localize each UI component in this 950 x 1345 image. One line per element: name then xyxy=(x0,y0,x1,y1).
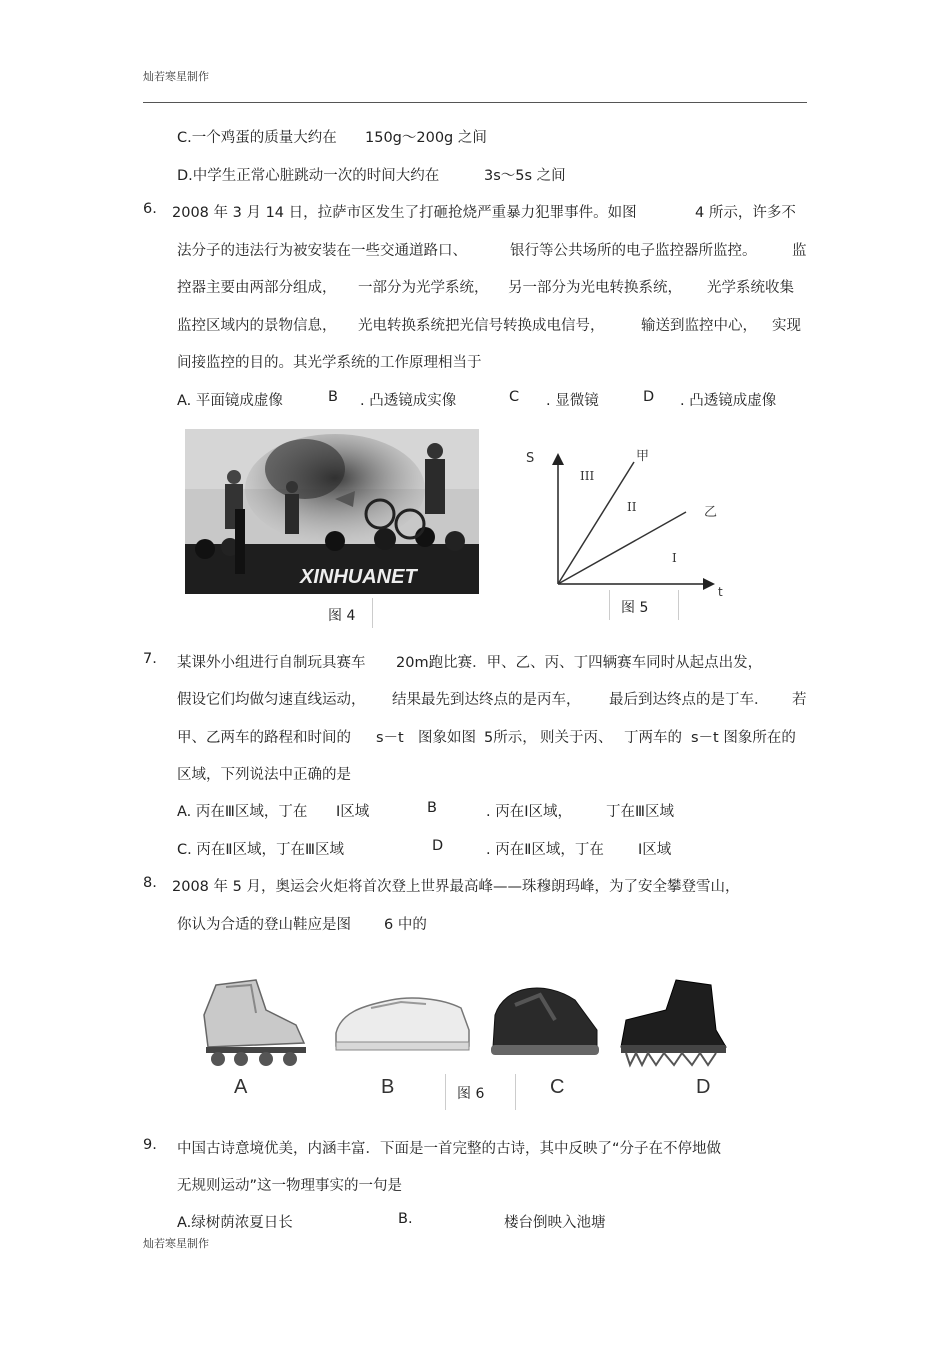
q7-line2b: 结果最先到达终点的是丙车， xyxy=(392,692,581,708)
q9-option-a: A.绿树荫浓夏日长 xyxy=(177,1215,293,1231)
figure-6-shoe-a-inline-skate xyxy=(196,975,314,1070)
q7-line3a: 甲、乙两车的路程和时间的 xyxy=(177,730,351,746)
q9-option-b: 楼台倒映入池塘 xyxy=(504,1215,606,1231)
q6-line5: 间接监控的目的。其光学系统的工作原理相当于 xyxy=(177,355,482,371)
figure-4-caption: 图 4 xyxy=(328,608,356,624)
q5-option-c: C.一个鸡蛋的质量大约在 xyxy=(177,130,337,146)
q7-option-d: . 丙在Ⅱ区域，丁在 xyxy=(486,842,604,858)
q7-number: 7. xyxy=(143,651,157,667)
q6-line3b: 一部分为光学系统， xyxy=(358,280,489,296)
q6-line3c: 另一部分为光电转换系统， xyxy=(508,280,682,296)
figure-4-photo xyxy=(185,429,479,594)
q8-number: 8. xyxy=(143,875,157,891)
q9-number: 9. xyxy=(143,1137,157,1153)
figure-5-caption: 图 5 xyxy=(621,600,649,616)
q6-option-d: . 凸透镜成虚像 xyxy=(680,393,777,409)
figure-5-caption-divider-right xyxy=(678,590,679,620)
q6-line2b: 银行等公共场所的电子监控器所监控。 xyxy=(510,243,757,259)
q6-number: 6. xyxy=(143,201,157,217)
page-footer: 灿若寒星制作 xyxy=(143,1237,209,1250)
q6-line3a: 控器主要由两部分组成， xyxy=(177,280,337,296)
q6-option-b-letter: B xyxy=(328,389,338,405)
q7-line2d: 若 xyxy=(792,692,807,708)
q6-line4b: 光电转换系统把光信号转换成电信号， xyxy=(358,318,605,334)
figure-6-label-a: A xyxy=(234,1076,248,1098)
q6-option-d-letter: D xyxy=(643,389,655,405)
q7-line3g: s－t 图象所在的 xyxy=(691,730,796,746)
q7-option-b-end: 丁在Ⅲ区域 xyxy=(606,804,674,820)
figure-6-label-c: C xyxy=(550,1076,565,1098)
q7-line2c: 最后到达终点的是丁车． xyxy=(609,692,769,708)
q7-option-a-end: Ⅰ区域 xyxy=(336,804,370,820)
page-header: 灿若寒星制作 xyxy=(143,70,209,83)
figure-5-line-jia xyxy=(558,462,634,584)
q6-option-b: . 凸透镜成实像 xyxy=(360,393,457,409)
q7-option-d-letter: D xyxy=(432,838,444,854)
q6-option-c: . 显微镜 xyxy=(546,393,599,409)
q7-line3b: s－t xyxy=(376,730,404,746)
figure-6-label-d: D xyxy=(696,1076,711,1098)
q7-line3f: 丁两车的 xyxy=(624,730,682,746)
header-rule xyxy=(143,102,807,103)
q9-line2: 无规则运动”这一物理事实的一句是 xyxy=(177,1178,403,1194)
q7-option-b-letter: B xyxy=(427,800,437,816)
q6-line2c: 监 xyxy=(792,243,807,259)
figure-5-label-yi: 乙 xyxy=(704,505,718,520)
q6-option-a: A. 平面镜成虚像 xyxy=(177,393,283,409)
figure-5-caption-divider-left xyxy=(609,590,610,620)
q6-line1b: 4 所示，许多不 xyxy=(695,205,796,221)
figure-5-graph xyxy=(518,440,728,600)
q5-option-d-value: 3s～5s 之间 xyxy=(484,168,566,184)
figure-5-region-2: II xyxy=(627,500,637,514)
q5-option-c-value: 150g～200g 之间 xyxy=(365,130,487,146)
q7-option-a: A. 丙在Ⅲ区域，丁在 xyxy=(177,804,308,820)
q6-line4d: 实现 xyxy=(772,318,801,334)
figure-6-caption: 图 6 xyxy=(457,1086,485,1102)
q6-line3d: 光学系统收集 xyxy=(707,280,794,296)
q7-option-d-end: Ⅰ区域 xyxy=(638,842,672,858)
q7-line1b: 20m跑比赛．甲、乙、丙、丁四辆赛车同时从起点出发， xyxy=(396,655,763,671)
q5-option-d: D.中学生正常心脏跳动一次的时间大约在 xyxy=(177,168,440,184)
figure-5-line-yi xyxy=(558,512,686,584)
figure-6-shoe-b-sneaker xyxy=(331,988,473,1058)
q7-option-c: C. 丙在Ⅱ区域，丁在Ⅲ区域 xyxy=(177,842,344,858)
figure-5-region-1: I xyxy=(672,551,677,565)
q6-line1a: 2008 年 3 月 14 日，拉萨市区发生了打砸抢烧严重暴力犯罪事件。如图 xyxy=(172,205,637,221)
figure-4-caption-divider xyxy=(372,598,373,628)
figure-6-shoe-d-climbing-boot xyxy=(616,975,730,1070)
q9-option-b-letter: B. xyxy=(398,1211,413,1227)
q6-line4a: 监控区域内的景物信息， xyxy=(177,318,337,334)
q8-line2a: 你认为合适的登山鞋应是图 xyxy=(177,917,351,933)
q7-line3e: 则关于丙、 xyxy=(540,730,613,746)
q6-line2a: 法分子的违法行为被安装在一些交通道路口、 xyxy=(177,243,467,259)
q8-line2b: 6 中的 xyxy=(384,917,427,933)
q7-line2a: 假设它们均做匀速直线运动， xyxy=(177,692,366,708)
q6-option-c-letter: C xyxy=(509,389,520,405)
figure-6-caption-divider-left xyxy=(445,1074,446,1110)
q8-line1: 2008 年 5 月，奥运会火炬将首次登上世界最高峰——珠穆朗玛峰，为了安全攀登雪山， xyxy=(172,879,740,895)
figure-6-label-b: B xyxy=(381,1076,395,1098)
figure-6-shoe-c-sandal xyxy=(485,975,605,1065)
q7-line3c: 图象如图 xyxy=(418,730,476,746)
q7-line3d: 5所示， xyxy=(484,730,537,746)
figure-6-caption-divider-right xyxy=(515,1074,516,1110)
q7-line1a: 某课外小组进行自制玩具赛车 xyxy=(177,655,366,671)
figure-4-watermark: XINHUANET xyxy=(300,566,417,588)
q7-option-b: . 丙在Ⅰ区域， xyxy=(486,804,572,820)
q6-line4c: 输送到监控中心， xyxy=(641,318,757,334)
q7-line4: 区域，下列说法中正确的是 xyxy=(177,767,351,783)
figure-5-x-label: t xyxy=(718,585,723,599)
figure-5-y-label: S xyxy=(526,451,535,466)
q9-line1: 中国古诗意境优美，内涵丰富．下面是一首完整的古诗，其中反映了“分子在不停地做 xyxy=(177,1141,722,1157)
figure-5-label-jia: 甲 xyxy=(636,449,650,464)
figure-5-region-3: III xyxy=(580,469,595,483)
